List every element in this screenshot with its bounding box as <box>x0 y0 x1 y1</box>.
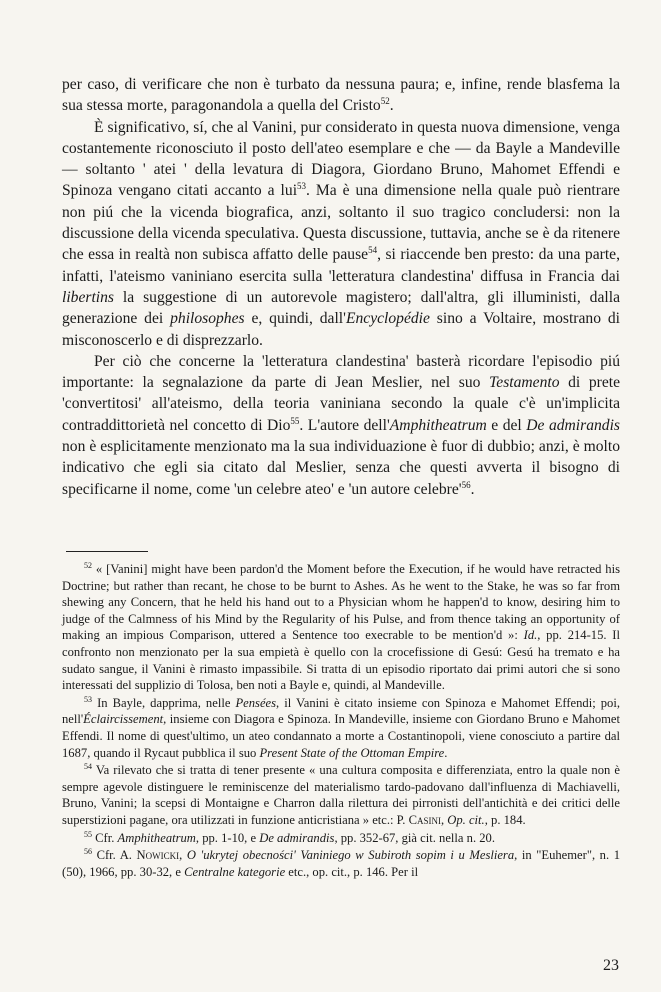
footnote-ref-53[interactable]: 53 <box>297 181 307 192</box>
page-number: 23 <box>603 957 619 974</box>
footnote-ref-56[interactable]: 56 <box>461 479 471 490</box>
footnote-53: $^{53}$ In Bayle, dapprima, nelle Pensées, il Vanini è citato insieme con Spinoza e Mahomet Effendi; poi, nell'Éclaircissement, insieme con Diagora e Spinoza. In Mandeville, insieme con Giordano Bruno e Mahomet Effendi. Il nome di quest'ultimo, un ateo condannato a morte a Costantinopoli, viene conosciuto a partire dal 1687, quando il Rycaut pubblica il suo Present State of the Ottoman Empire. <box>62 694 620 760</box>
footnote-54: $^{54}$ Va rilevato che si tratta di tener presente « una cultura composita e differenziata, entro la quale non è sempre agevole distinguere le reminiscenze del materialismo tardo-padovano dall'influenza di Machiavelli, Bruno, Vanini; la scepsi di Montaigne e Charron dalla rilettura dei pirronisti dell'antichità e dei critici delle superstizioni pagane, ora utilizzati in funzione anticristiana » etc.: P. Casini, Op. cit., p. 184. <box>62 761 621 827</box>
paragraph-3: Per ciò che concerne la 'letteratura clandestina' basterà ricordare l'episodio piú importante: la segnalazione da parte di Jean Meslier, nel suo Testamento di prete 'convertitosi' all'ateismo, della teoria vaniniana secondo la quale c'è un'implicita contraddittorietà nel concetto di Dio$^{55}$. L'autore dell'Amphitheatrum e del De admirandis non è esplicitamente menzionato ma la sua individuazione è fuor di dubbio; anzi, è molto indicativo che egli sia citato dal Meslier, senza che questi avverta il bisogno di specificarne il nome, come 'un celebre ateo' e 'un autore $celebre'^{56}$. <box>62 352 620 498</box>
footnotes <box>62 561 620 881</box>
footnote-ref-55[interactable]: 55 <box>290 415 300 426</box>
footnote-ref-52[interactable]: 52 <box>380 96 390 107</box>
footnote-separator <box>66 551 148 552</box>
paragraph-2: È significativo, sí, che al Vanini, pur considerato in questa nuova dimensione, venga costantemente riconosciuto il posto dell'ateo esemplare e che — da Bayle a Mandeville — soltanto ' atei ' della levatura di Diagora, Giordano Bruno, Mahomet Effendi e Spinoza vengano citati accanto a lui$^{53}$. Ma è una dimensione nella quale può rientrare non piú che la vicenda biografica, anzi, soltanto il suo tragico concludersi: non la discussione della vicenda speculativa. Questa discussione, tuttavia, anche se è da ritenere che essa in realtà non subisca affatto delle pause$^{54}$, si riaccende ben presto: da una parte, infatti, l'ateismo vaniniano esercita sulla 'letteratura clandestina' diffusa in Francia dai libertins la suggestione di un autorevole magistero; dall'altra, gli illuministi, dalla generazione dei philosophes e, quindi, dall'Encyclopédie sino a Voltaire, mostrano di misconoscerlo e di disprezzarlo. <box>62 118 620 349</box>
footnote-ref-54[interactable]: 54 <box>368 245 378 256</box>
footnote-52: $^{52}$ « [Vanini] might have been pardon'd the Moment before the Execution, if he would have retracted his Doctrine; but rather than recant, he chose to be burnt to Ashes. As he went to the Stake, he was so far from shewing any Concern, that he held his hand out to a Physician whom he happen'd to know, desiring him to judge of the Calmness of his Mind by the Regularity of his Pulse, and from thence taking an opportunity of making an impious Comparison, uttered a Sentence too execrable to be mention'd »: Id., pp. 214-15. Il confronto non menzionato per la sua empietà è quello con la crocefissione di Gesú: Gesú ha tremato e ha sudato sangue, il Vanini è rimasto impassibile. Si tratta di un episodio riportato dai primi autori che si sono interessati del supplizio di Tolosa, ben noti a Bayle e, quindi, al Mandeville. <box>62 560 620 693</box>
main-body-text <box>62 74 620 500</box>
footnote-55: $^{55}$ Cfr. Amphitheatrum, pp. 1-10, e De admirandis, pp. 352-67, già cit. nella n. 20. <box>84 829 495 845</box>
footnote-56: $^{56}$ Cfr. A. Nowicki, O 'ukrytej obecności' Vaniniego w Subiroth sopim i u Mesliera, in "Euhemer", n. 1 (50), 1966, pp. 30-32, e Centralne kategorie etc., op. cit., p. 146. Per il <box>62 846 621 879</box>
paragraph-1: per caso, di verificare che non è turbato da nessuna paura; e, infine, rende blasfema la sua stessa morte, paragonandola a quella del Cristo$^{52}$. <box>62 76 620 115</box>
